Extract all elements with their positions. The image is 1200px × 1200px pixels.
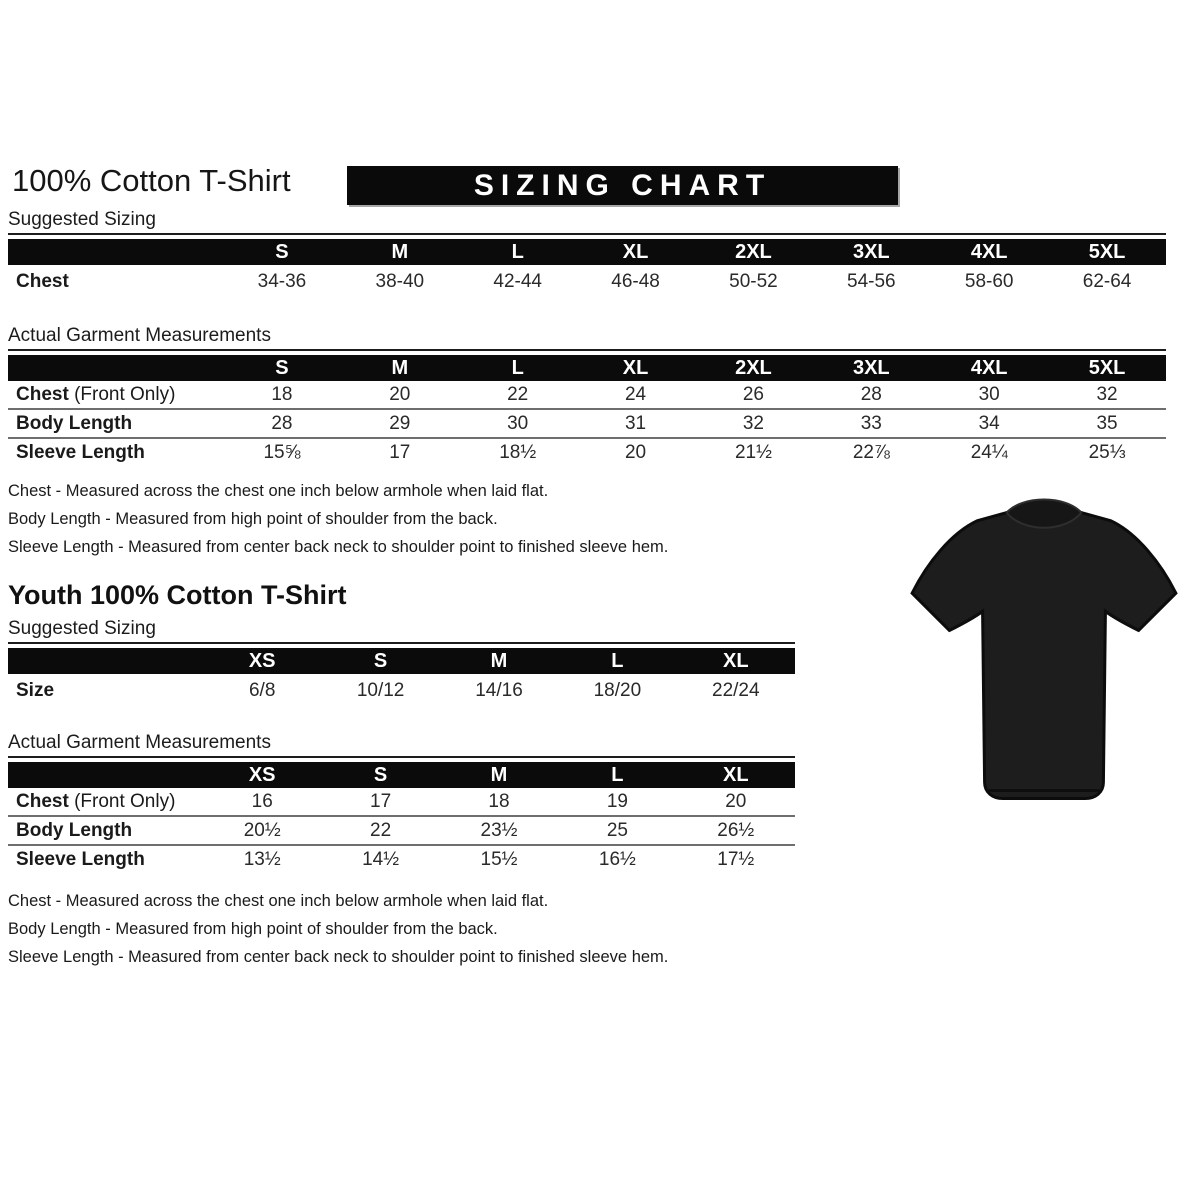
adult-title-row	[8, 163, 1192, 209]
youth-measurement-notes	[8, 887, 1192, 971]
cell: 20	[725, 791, 747, 812]
cell-size-m: 14/16	[475, 680, 523, 701]
cell: 19	[606, 791, 628, 812]
youth-actual-measurements-label: Actual Garment Measurements	[8, 732, 795, 758]
table-row-size	[8, 674, 795, 707]
cell-chest-5xl: 62-64	[1082, 271, 1132, 292]
row-label-chest-front-only	[8, 381, 223, 408]
col-l: L	[611, 650, 624, 672]
note-chest: Chest - Measured across the chest one inch below armhole when laid flat.	[8, 892, 549, 910]
adult-actual-measurements-label: Actual Garment Measurements	[8, 325, 1166, 351]
col-s: S	[373, 650, 388, 672]
cell: 20	[389, 384, 411, 405]
table-row-body-length	[8, 817, 795, 846]
col-m: M	[490, 764, 508, 786]
col-m: M	[391, 357, 409, 379]
cell: 20½	[243, 820, 281, 841]
cell: 26	[742, 384, 764, 405]
col-xl: XL	[622, 241, 649, 263]
col-s: S	[275, 357, 289, 379]
header-spacer	[8, 648, 203, 674]
col-l: L	[511, 241, 524, 263]
cell-chest-4xl: 58-60	[964, 271, 1014, 292]
col-5xl: 5XL	[1088, 241, 1126, 263]
cell: 28	[860, 384, 882, 405]
cell: 25⅓	[1088, 442, 1126, 463]
cell: 32	[742, 413, 764, 434]
table-row-sleeve-length	[8, 846, 795, 873]
cell-chest-m: 38-40	[375, 271, 425, 292]
row-label-body-length: Body Length	[16, 413, 133, 434]
cell-size-xs: 6/8	[248, 680, 276, 701]
cell: 35	[1096, 413, 1118, 434]
col-5xl: 5XL	[1088, 357, 1126, 379]
sizing-chart-banner	[347, 166, 898, 205]
col-m: M	[391, 241, 409, 263]
cell: 30	[507, 413, 529, 434]
cell: 18	[488, 791, 510, 812]
adult-actual-measurements-table	[8, 355, 1192, 466]
cell: 13½	[243, 849, 281, 870]
cell: 29	[389, 413, 411, 434]
header-spacer	[8, 355, 223, 381]
row-label-size: Size	[16, 680, 55, 701]
cell: 31	[624, 413, 647, 434]
col-2xl: 2XL	[735, 357, 772, 379]
row-label-sleeve-length: Sleeve Length	[16, 849, 145, 870]
col-3xl: 3XL	[852, 357, 890, 379]
cell: 28	[271, 413, 293, 434]
cell: 18½	[499, 442, 537, 463]
sizing-chart-banner-text: SIZING CHART	[473, 168, 772, 202]
row-label-chest: Chest	[16, 271, 69, 292]
row-label-bold: Chest	[16, 384, 69, 405]
note-body-length: Body Length - Measured from high point of shoulder from the back.	[8, 510, 498, 528]
col-4xl: 4XL	[970, 357, 1008, 379]
adult-suggested-sizing-label: Suggested Sizing	[8, 209, 1166, 235]
cell: 22	[370, 820, 392, 841]
col-xs: XS	[248, 764, 276, 786]
col-l: L	[511, 357, 524, 379]
cell: 18	[271, 384, 293, 405]
note-sleeve-length: Sleeve Length - Measured from center back neck to shoulder point to finished sleeve hem.	[8, 948, 669, 966]
cell-chest-l: 42-44	[493, 271, 542, 292]
cell-size-l: 18/20	[593, 680, 642, 701]
cell-chest-s: 34-36	[257, 271, 307, 292]
col-xl: XL	[723, 764, 749, 786]
cell: 21½	[734, 442, 772, 463]
cell: 30	[978, 384, 1000, 405]
cell: 20	[624, 442, 647, 463]
adult-suggested-sizing-table	[8, 239, 1192, 298]
cell: 25	[606, 820, 628, 841]
header-spacer	[8, 762, 203, 788]
table-row-chest-front-only	[8, 381, 1166, 410]
col-3xl: 3XL	[852, 241, 890, 263]
cell: 34	[978, 413, 1000, 434]
cell: 22	[507, 384, 529, 405]
note-sleeve-length: Sleeve Length - Measured from center back neck to shoulder point to finished sleeve hem.	[8, 538, 669, 556]
black-tshirt-image	[893, 488, 1195, 806]
row-label-chest-front-only	[8, 788, 203, 815]
adult-section-title: 100% Cotton T-Shirt	[12, 163, 291, 198]
cell-chest-3xl: 54-56	[847, 271, 896, 292]
cell: 32	[1096, 384, 1118, 405]
col-l: L	[611, 764, 624, 786]
col-m: M	[490, 650, 508, 672]
table-header-row	[8, 762, 795, 788]
note-body-length: Body Length - Measured from high point of shoulder from the back.	[8, 920, 498, 938]
table-header-row	[8, 648, 795, 674]
cell: 14½	[362, 849, 400, 870]
cell-size-s: 10/12	[356, 680, 405, 701]
row-label-suffix: (Front Only)	[68, 384, 176, 405]
note-chest: Chest - Measured across the chest one inch below armhole when laid flat.	[8, 482, 549, 500]
table-row-chest-front-only	[8, 788, 795, 817]
cell-size-xl: 22/24	[712, 680, 760, 701]
table-header-row	[8, 355, 1166, 381]
cell-chest-xl: 46-48	[611, 271, 660, 292]
row-label-suffix: (Front Only)	[68, 791, 176, 812]
col-xs: XS	[248, 650, 276, 672]
youth-section-title: Youth 100% Cotton T-Shirt	[8, 580, 347, 610]
col-s: S	[373, 764, 388, 786]
row-label-sleeve-length: Sleeve Length	[16, 442, 145, 463]
cell: 17	[370, 791, 392, 812]
cell: 33	[860, 413, 882, 434]
cell: 17½	[717, 849, 755, 870]
cell: 16	[251, 791, 273, 812]
row-label-body-length: Body Length	[16, 820, 133, 841]
header-spacer	[8, 239, 223, 265]
table-row-chest	[8, 265, 1166, 298]
col-xl: XL	[723, 650, 749, 672]
col-4xl: 4XL	[970, 241, 1008, 263]
youth-suggested-sizing-label: Suggested Sizing	[8, 618, 795, 644]
table-row-body-length	[8, 410, 1166, 439]
cell: 15⅝	[263, 442, 301, 463]
col-xl: XL	[622, 357, 649, 379]
cell: 24¼	[970, 442, 1008, 463]
cell: 17	[389, 442, 411, 463]
col-s: S	[275, 241, 289, 263]
table-row-sleeve-length	[8, 439, 1166, 466]
cell: 16½	[598, 849, 636, 870]
cell: 26½	[717, 820, 755, 841]
row-label-bold: Chest	[16, 791, 69, 812]
cell: 22⅞	[852, 442, 890, 463]
cell: 24	[624, 384, 647, 405]
table-header-row	[8, 239, 1166, 265]
cell-chest-2xl: 50-52	[729, 271, 778, 292]
col-2xl: 2XL	[735, 241, 772, 263]
cell: 15½	[480, 849, 518, 870]
cell: 23½	[480, 820, 518, 841]
